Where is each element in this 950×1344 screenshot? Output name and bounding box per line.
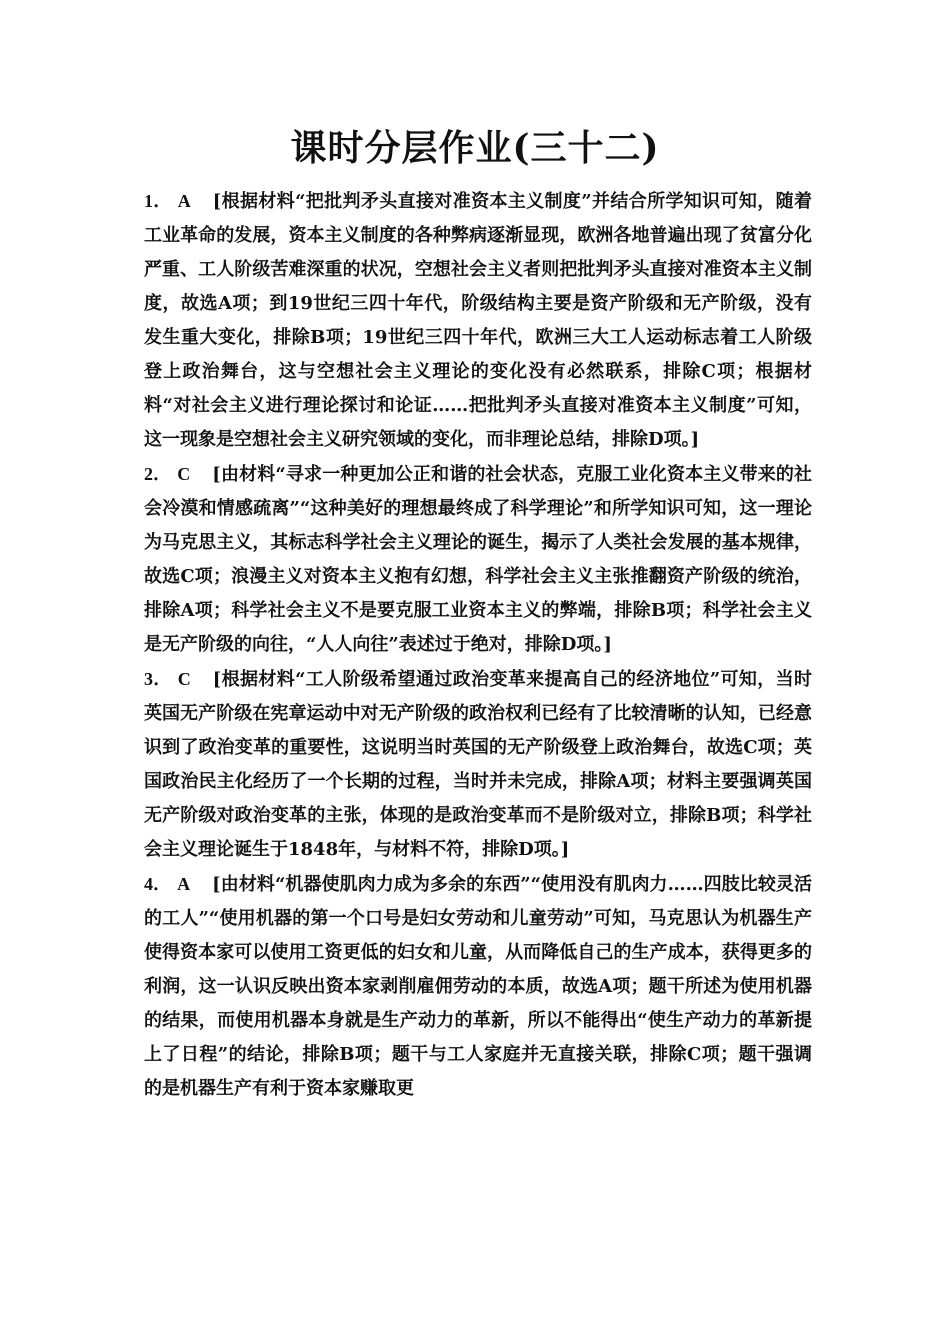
answer-item-3 [144, 662, 812, 867]
answer-explanation: [根据材料“工人阶级希望通过政治变革来提高自己的经济地位”可知，当时英国无产阶级在宪章运动中对无产阶级的政治权利已经有了比较清晰的认知，已经意识到了政治变革的重要性，这说明当时英国的无产阶级登上政治舞台，故选C项；英国政治民主化经历了一个长期的过程，当时并未完成，排除A项；材料主要强调英国无产阶级对政治变革的主张，体现的是政治变革而不是阶级对立，排除B项；科学社会主义理论诞生于1848年，与材料不符，排除D项。] [144, 669, 812, 860]
answer-number: 2． [144, 464, 172, 484]
answer-number: 4． [144, 874, 172, 894]
page-title: 课时分层作业(三十二) [290, 127, 660, 169]
answer-item-2 [144, 457, 812, 662]
answer-number: 3． [144, 669, 172, 689]
answer-list [144, 184, 812, 1106]
answer-choice: C [177, 464, 191, 484]
answer-choice: A [177, 191, 191, 211]
answer-choice: C [177, 669, 191, 689]
answer-number: 1． [144, 191, 172, 211]
answer-explanation: [由材料“机器使肌肉力成为多余的东西”“使用没有肌肉力……四肢比较灵活的工人”“使用机器的第一个口号是妇女劳动和儿童劳动”可知，马克思认为机器生产使得资本家可以使用工资更低的妇女和儿童，从而降低自己的生产成本，获得更多的利润，这一认识反映出资本家剥削雇佣劳动的本质，故选A项；题干所述为使用机器的结果，而使用机器本身就是生产动力的革新，所以不能得出“使生产动力的革新提上了日程”的结论，排除B项；题干与工人家庭并无直接关联，排除C项；题干强调的是机器生产有利于资本家赚取更 [144, 874, 813, 1099]
answer-item-1 [144, 184, 812, 457]
answer-explanation: [由材料“寻求一种更加公正和谐的社会状态，克服工业化资本主义带来的社会冷漠和情感疏离”“这种美好的理想最终成了科学理论”和所学知识可知，这一理论为马克思主义，其标志科学社会主义理论的诞生，揭示了人类社会发展的基本规律，故选C项；浪漫主义对资本主义抱有幻想，科学社会主义主张推翻资产阶级的统治，排除A项；科学社会主义不是要克服工业资本主义的弊端，排除B项；科学社会主义是无产阶级的向往，“人人向往”表述过于绝对，排除D项。] [144, 464, 812, 655]
answer-explanation: [根据材料“把批判矛头直接对准资本主义制度”并结合所学知识可知，随着工业革命的发展，资本主义制度的各种弊病逐渐显现，欧洲各地普遍出现了贫富分化严重、工人阶级苦难深重的状况，空想社会主义者则把批判矛头直接对准资本主义制度，故选A项；到19世纪三四十年代，阶级结构主要是资产阶级和无产阶级，没有发生重大变化，排除B项；19世纪三四十年代，欧洲三大工人运动标志着工人阶级登上政治舞台，这与空想社会主义理论的变化没有必然联系，排除C项；根据材料“对社会主义进行理论探讨和论证……把批判矛头直接对准资本主义制度”可知，这一现象是空想社会主义研究领域的变化，而非理论总结，排除D项。] [144, 191, 812, 450]
answer-choice: A [177, 874, 191, 894]
answer-item-4 [144, 867, 812, 1106]
